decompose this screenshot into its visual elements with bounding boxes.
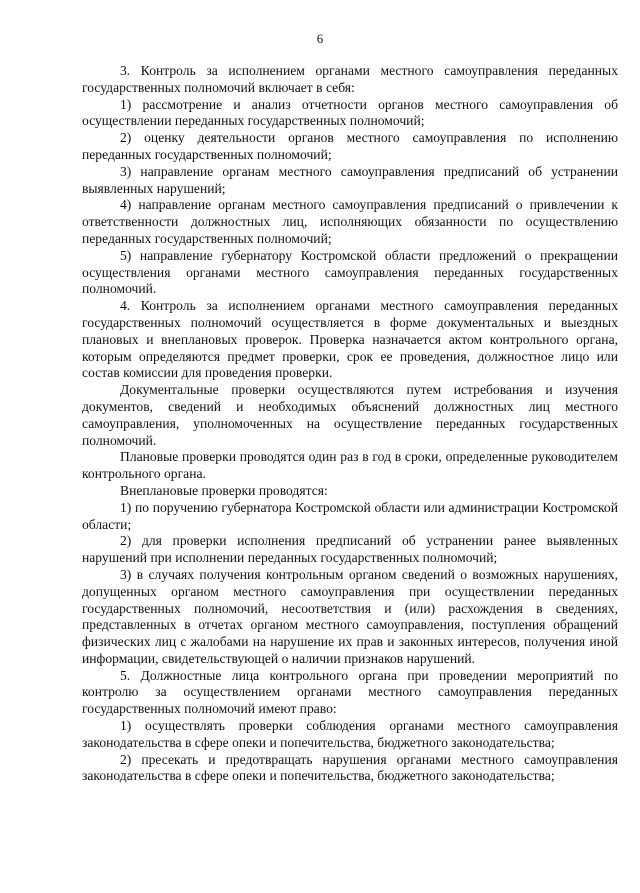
paragraph-section-4: 4. Контроль за исполнением органами местного самоуправления переданных государственных полномочий осуществляется в форме документальных и выездных плановых и внеплановых проверок. Проверка назначается актом контрольного органа, которым определяются предмет проверки, срок ее проведения, должностное лицо или состав комиссии для проведения проверки. bbox=[82, 298, 618, 381]
paragraph-item: 2) оценку деятельности органов местного самоуправления по исполнению переданных государственных полномочий; bbox=[82, 130, 618, 162]
paragraph-item: 2) для проверки исполнения предписаний об устранении ранее выявленных нарушений при исполнении переданных государственных полномочий; bbox=[82, 533, 618, 566]
paragraph-text: Плановые проверки проводятся один раз в год в сроки, определенные руководителем контрольного органа. bbox=[82, 449, 618, 482]
paragraph-item: 4) направление органам местного самоуправления предписаний о привлечении к ответственности должностных лиц, исполняющих обязанности по осуществлению переданных государственных полномочий; bbox=[82, 197, 618, 246]
paragraph-item: 1) рассмотрение и анализ отчетности органов местного самоуправления об осуществлении переданных государственных полномочий; bbox=[82, 96, 618, 129]
paragraph-text: Документальные проверки осуществляются путем истребования и изучения документов, сведений и необходимых объяснений должностных лиц местного самоуправления, уполномоченных на осуществление переданных государственных полномочий. bbox=[82, 382, 618, 448]
paragraph-section-5: 5. Должностные лица контрольного органа при проведении мероприятий по контролю за осуществлением органами местного самоуправления переданных государственных полномочий имеют право: bbox=[82, 667, 618, 717]
paragraph-item: 5) направление губернатору Костромской области предложений о прекращении осуществления органами местного самоуправления переданных государственных полномочий. bbox=[82, 247, 618, 297]
paragraph-item: 2) пресекать и предотвращать нарушения органами местного самоуправления законодательства в сфере опеки и попечительства, бюджетного законодательства; bbox=[82, 751, 618, 784]
paragraph-item: 3) направление органам местного самоуправления предписаний об устранении выявленных нарушений; bbox=[82, 163, 618, 196]
paragraph-item: 3) в случаях получения контрольным органом сведений о возможных нарушениях, допущенных органом местного самоуправления при осуществлении переданных государственных полномочий, несоответствия и (или) расхождения в сведениях, представленных в отчетах органом местного самоуправления, поступления обращений физических лиц с жалобами на нарушение их прав и законных интересов, получения иной информации, свидетельствующей о наличии признаков нарушений. bbox=[82, 566, 618, 666]
page-number: 6 bbox=[316, 31, 324, 46]
paragraph-item: 1) по поручению губернатора Костромской области или администрации Костромской области; bbox=[82, 499, 618, 532]
document-body bbox=[82, 63, 618, 785]
paragraph-item: 1) осуществлять проверки соблюдения органами местного самоуправления законодательства в сфере опеки и попечительства, бюджетного законодательства; bbox=[82, 718, 618, 750]
paragraph-text: Внеплановые проверки проводятся: bbox=[120, 482, 328, 498]
paragraph-section-3: 3. Контроль за исполнением органами местного самоуправления переданных государственных полномочий включает в себя: bbox=[82, 63, 618, 95]
